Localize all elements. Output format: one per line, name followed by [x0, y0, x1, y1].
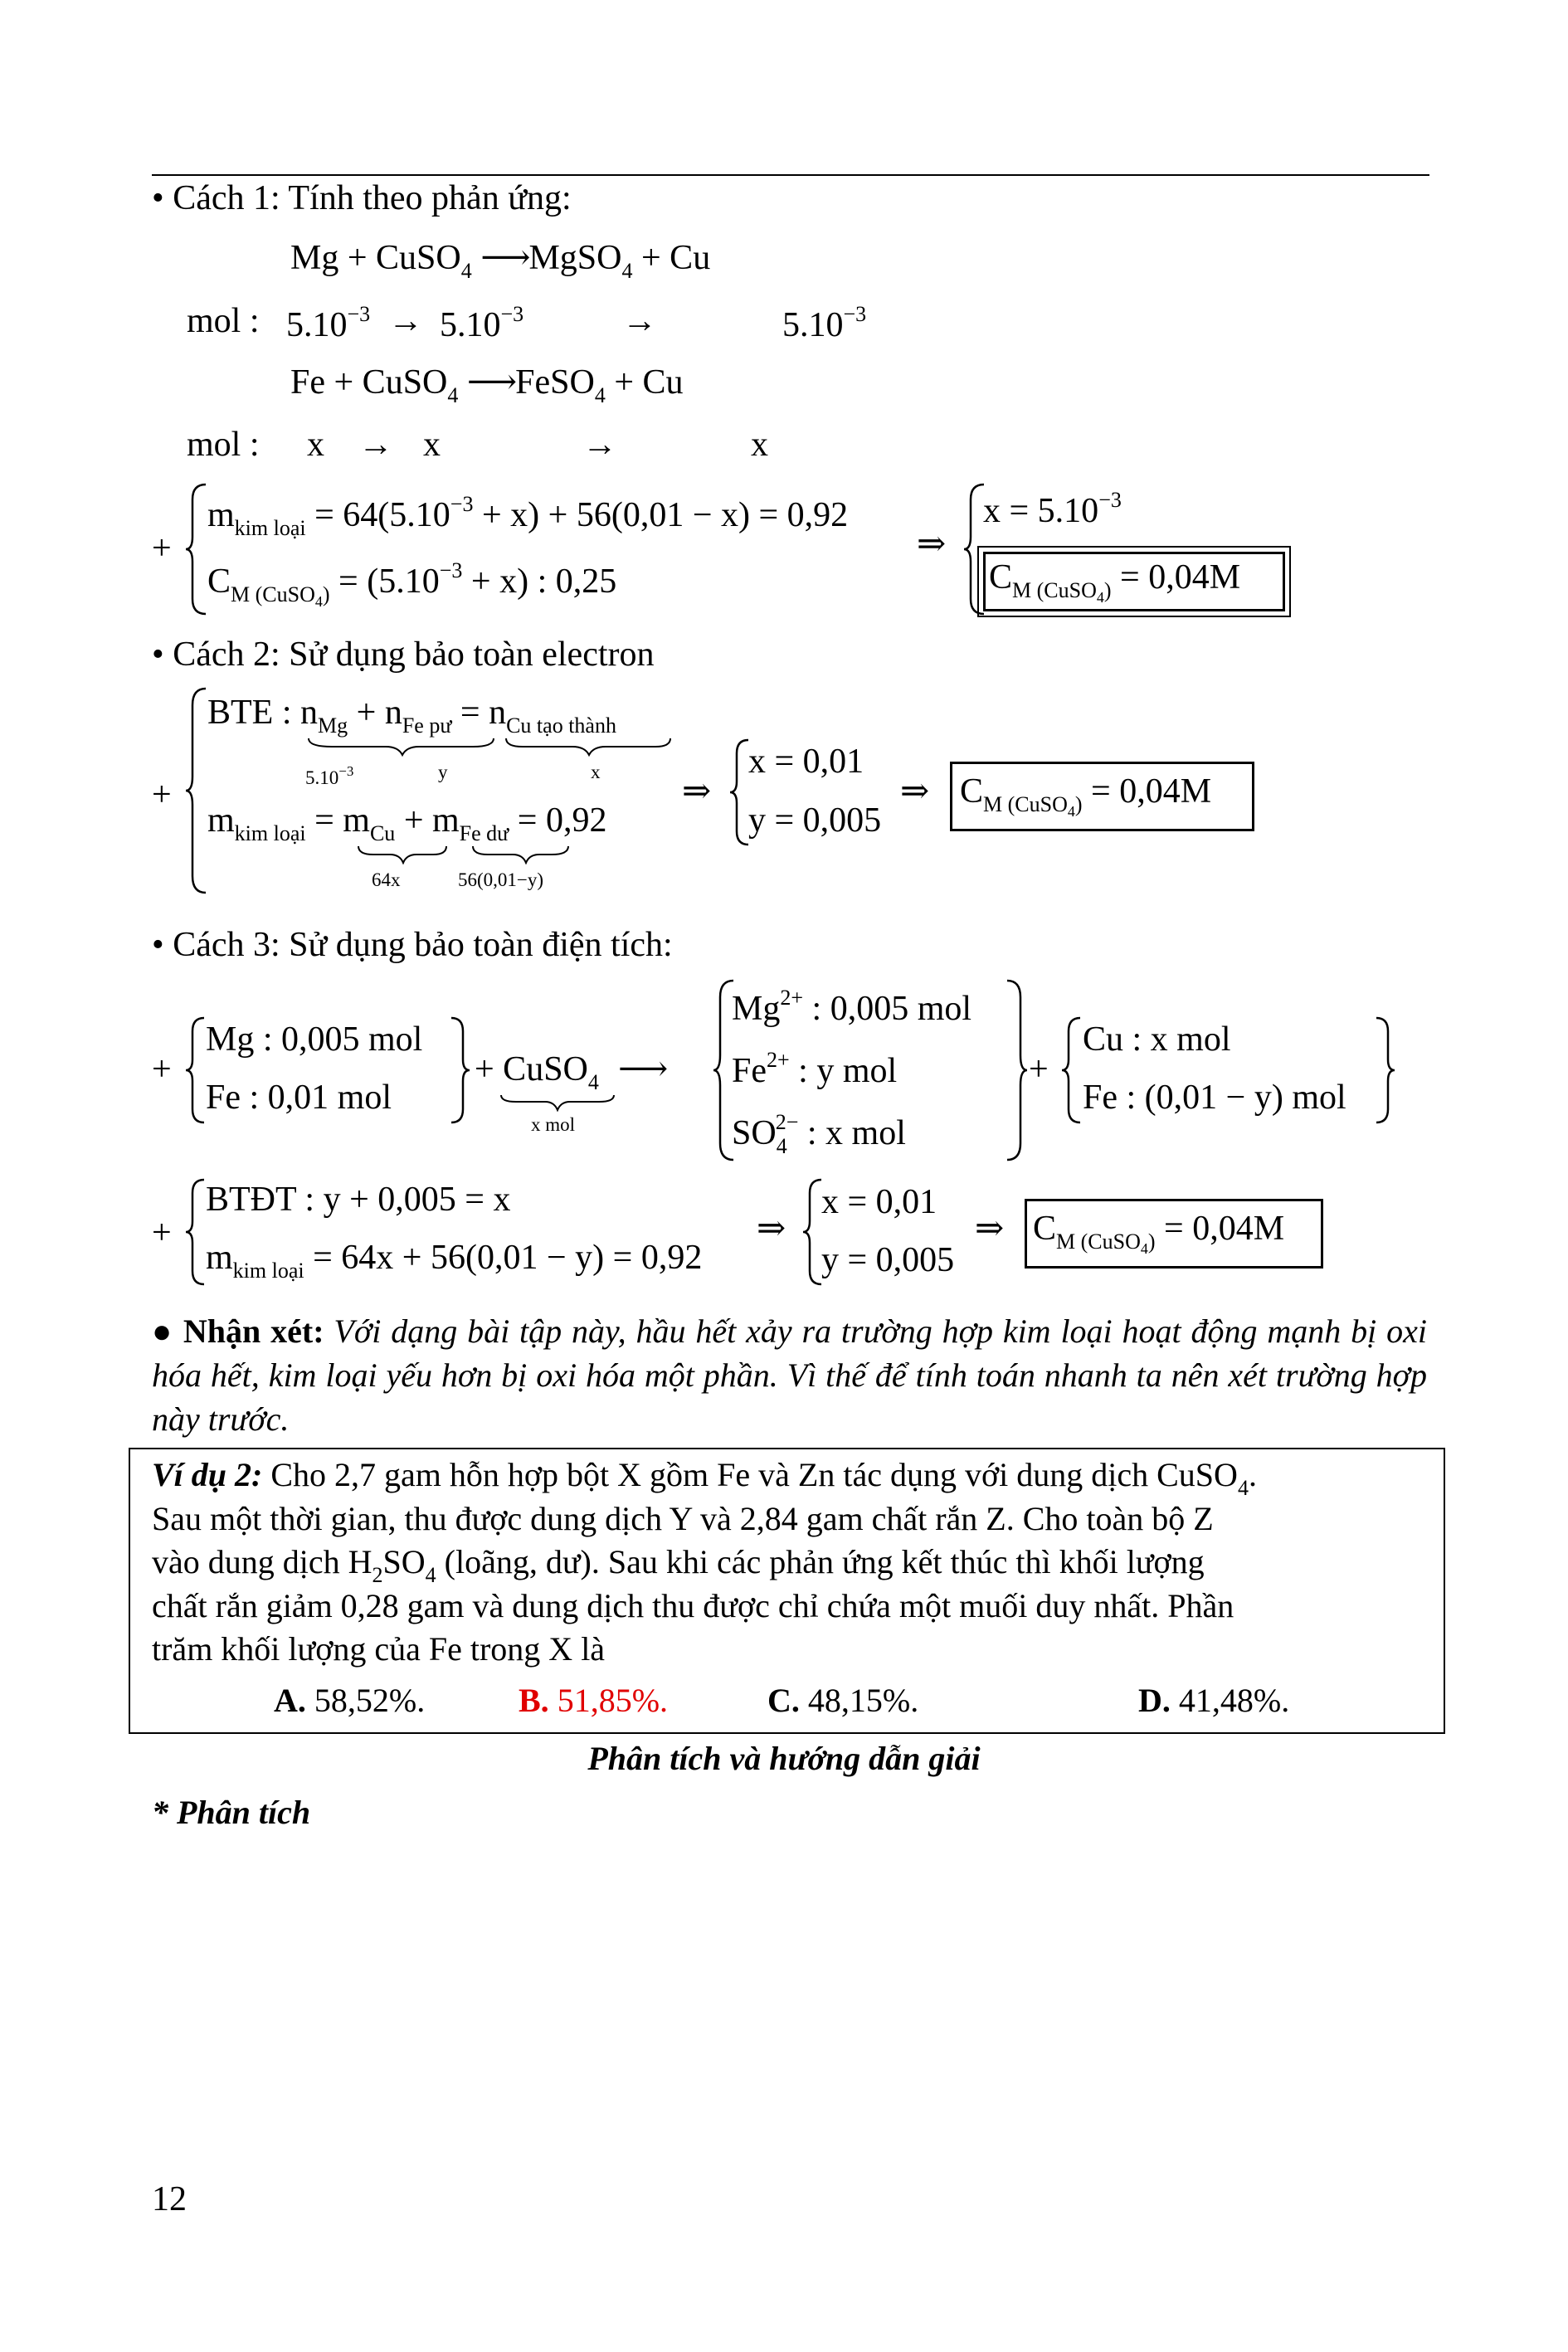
- mol2-arrow: →: [358, 426, 393, 464]
- method1-title: • Cách 1: Tính theo phản ứng:: [152, 179, 572, 217]
- under-label-cu: x: [591, 762, 601, 782]
- charge-balance: BTĐT : y + 0,005 = x: [206, 1181, 511, 1219]
- underbrace: [499, 1093, 616, 1112]
- under-label-mg: $5.10^{-3}$: [305, 763, 354, 788]
- product-fe-ion: $Fe^{2+}$ : y mol: [732, 1048, 898, 1090]
- underbrace: [307, 737, 672, 757]
- under-label-fe-mass: 56(0,01−y): [458, 869, 544, 890]
- implies-arrow: ⇒: [975, 1210, 1005, 1248]
- option-a[interactable]: A. 58,52%.: [274, 1682, 426, 1719]
- option-c[interactable]: C. 48,15%.: [767, 1682, 919, 1719]
- answer-concentration: $C_{M (CuSO_4)} = 0,04M$: [960, 772, 1212, 820]
- mol1-b: $5.10^{-3}$: [440, 302, 524, 344]
- right-brace: [1004, 979, 1029, 1161]
- solid-cu: Cu : x mol: [1083, 1020, 1231, 1059]
- answer-concentration: $C_{M (CuSO_4)} = 0,04M$: [1033, 1210, 1285, 1257]
- system1-line2: $C_{M (CuSO_4)} = (5.10^{-3} + x)$ : 0,25: [207, 558, 617, 610]
- answer-concentration: $C_{M (CuSO_4)} = 0,04M$: [989, 558, 1241, 606]
- result-x: $x = 5.10^{-3}$: [983, 488, 1122, 530]
- mass-equation: $m_{kim loại} = 64x + 56(0,01 - y) = 0,92$: [206, 1239, 703, 1283]
- mol2-arrow2: →: [582, 426, 617, 464]
- mol-line-2: mol :: [187, 426, 260, 464]
- page-number: 12: [152, 2180, 187, 2218]
- left-brace: [184, 1178, 207, 1286]
- mol1-a: $5.10^{-3}$: [286, 302, 371, 344]
- plus-mark: +: [152, 529, 172, 567]
- header-rule: [152, 174, 1429, 176]
- mol-line-1: mol :: [187, 302, 260, 340]
- mol2-a: x: [307, 426, 324, 464]
- method2-title: • Cách 2: Sử dụng bảo toàn electron: [152, 635, 655, 674]
- mol1-arrow2: →: [622, 302, 657, 340]
- implies-arrow: ⇒: [900, 772, 930, 811]
- example-line-2: Sau một thời gian, thu được dung dịch Y và 2,84 gam chất rắn Z. Cho toàn bộ Z: [152, 1500, 1214, 1537]
- under-label-fe: y: [438, 762, 448, 782]
- right-brace: [448, 1016, 471, 1124]
- product-mg-ion: $Mg^{2+}$ : 0,005 mol: [732, 986, 972, 1028]
- product-sulfate-ion: $SO_4^{2-}$ : x mol: [732, 1110, 906, 1158]
- left-brace: [1060, 1016, 1083, 1124]
- result-x: x = 0,01: [748, 743, 864, 781]
- option-b[interactable]: B. 51,85%.: [519, 1682, 669, 1719]
- reagent-cuso4: + CuSO$_4$: [475, 1050, 599, 1094]
- example-line-1: Ví dụ 2: Cho 2,7 gam hỗn hợp bột X gồm Fe và Zn tác dụng với dung dịch CuSO$_4$.: [152, 1456, 1257, 1500]
- option-d[interactable]: D. 41,48%.: [1138, 1682, 1290, 1719]
- plus-mark: +: [1029, 1050, 1049, 1088]
- mol2-c: x: [751, 426, 768, 464]
- result-x: x = 0,01: [821, 1183, 937, 1221]
- implies-arrow: ⇒: [682, 772, 712, 811]
- example-line-4: chất rắn giảm 0,28 gam và dung dịch thu được chỉ chứa một muối duy nhất. Phần: [152, 1587, 1234, 1624]
- analysis-heading: * Phân tích: [152, 1794, 311, 1831]
- right-brace: [1373, 1016, 1396, 1124]
- example-line-3: vào dung dịch $H_2SO_4$ (loãng, dư). Sau khi các phản ứng kết thúc thì khối lượng: [152, 1543, 1205, 1587]
- mass-equation: $m_{kim loại} = m_{Cu} + m_{Fe dư} = 0,92$: [207, 801, 607, 845]
- result-y: y = 0,005: [821, 1241, 955, 1279]
- implies-arrow: ⇒: [917, 525, 947, 563]
- example-line-5: trăm khối lượng của Fe trong X là: [152, 1630, 606, 1668]
- mol1-c: $5.10^{-3}$: [782, 302, 867, 344]
- plus-mark: +: [152, 776, 172, 814]
- solid-fe: Fe : (0,01 − y) mol: [1083, 1079, 1346, 1117]
- reactant-mg: Mg : 0,005 mol: [206, 1020, 423, 1059]
- reaction-2: Fe + CuSO$_4$ ⟶FeSO$_4$ + Cu: [290, 363, 684, 407]
- implies-arrow: ⇒: [757, 1210, 786, 1248]
- mol1-arrow: →: [388, 302, 423, 340]
- result-y: y = 0,005: [748, 801, 882, 840]
- reaction-arrow: ⟶: [618, 1050, 667, 1088]
- method3-title: • Cách 3: Sử dụng bảo toàn điện tích:: [152, 926, 673, 964]
- under-label-xmol: x mol: [531, 1114, 576, 1135]
- system1-line1: $m_{kim loại} = 64(5.10^{-3} + x) + 56(0,01 - x) = 0,92$: [207, 492, 849, 540]
- reactant-fe: Fe : 0,01 mol: [206, 1079, 392, 1117]
- bte-equation: BTE : $n_{Mg} + n_{Fe pư} = n_{Cu tạo thành}$: [207, 694, 616, 738]
- left-brace: [184, 687, 209, 894]
- left-brace: [184, 1016, 207, 1124]
- remark-paragraph: ● Nhận xét: Với dạng bài tập này, hầu hết xảy ra trường hợp kim loại hoạt động mạnh bị oxi hóa hết, kim loại yếu hơn bị oxi hóa một phần. Vì thế để tính toán nhanh ta nên xét trường hợp này trước.: [152, 1312, 1428, 1438]
- left-brace: [184, 483, 209, 616]
- underbrace: [357, 845, 572, 864]
- reaction-1: Mg + CuSO$_4$ ⟶MgSO$_4$ + Cu: [290, 239, 711, 283]
- mol2-b: x: [423, 426, 441, 464]
- plus-mark: +: [152, 1214, 172, 1252]
- under-label-cu-mass: 64x: [372, 869, 401, 890]
- solution-heading: Phân tích và hướng dẫn giải: [587, 1740, 981, 1777]
- plus-mark: +: [152, 1050, 172, 1088]
